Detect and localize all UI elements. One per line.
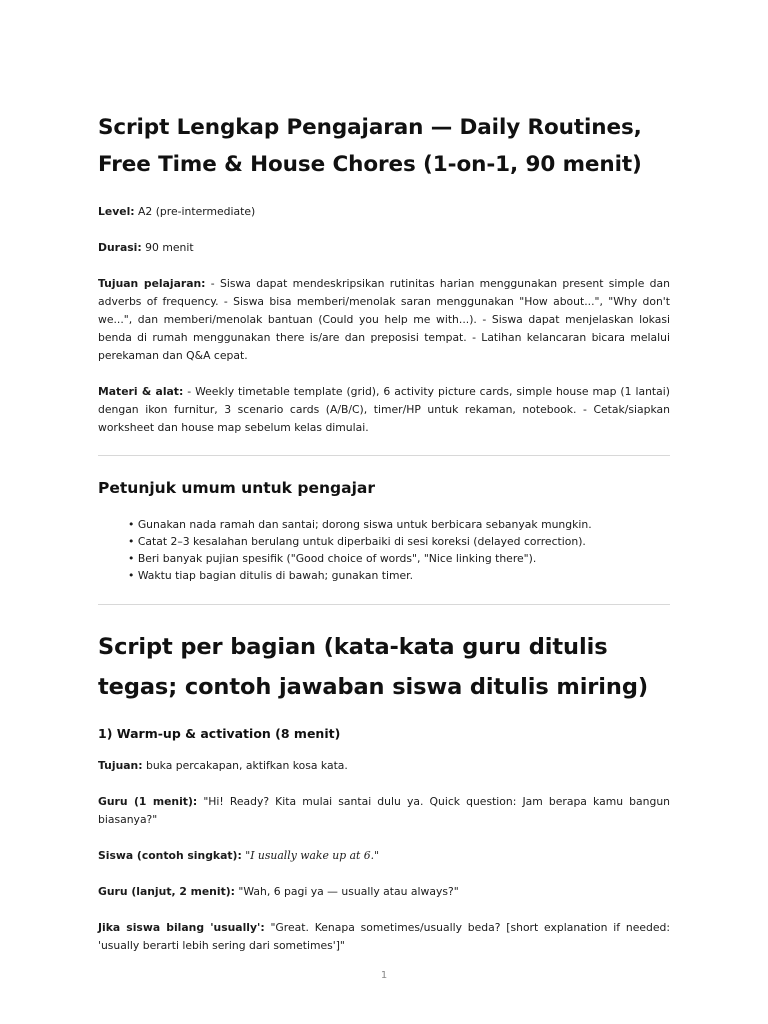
student-line-1 (98, 847, 670, 865)
list-item: • Beri banyak pujian spesifik ("Good choice of words", "Nice linking there"). (128, 550, 670, 567)
page-number: 1 (380, 970, 388, 981)
level-label: Level: (98, 205, 135, 218)
divider (98, 604, 670, 605)
materials-paragraph (98, 383, 670, 437)
list-item: • Catat 2–3 kesalahan berulang untuk diperbaiki di sesi koreksi (delayed correction). (128, 533, 670, 550)
materials-value: - Weekly timetable template (grid), 6 activity picture cards, simple house map (1 lantai) dengan ikon furnitur, 3 scenario cards (A/B/C), timer/HP untuk rekaman, notebook. - Cetak/siapkan worksheet dan house map sebelum kelas dimulai. (98, 385, 670, 434)
part1-heading: 1) Warm-up & activation (8 menit) (98, 726, 341, 741)
level-value: A2 (pre-intermediate) (134, 205, 256, 218)
goal-value: buka percakapan, aktifkan kosa kata. (142, 759, 348, 772)
duration-label: Durasi: (98, 241, 142, 254)
duration-paragraph (98, 239, 670, 257)
list-item: • Waktu tiap bagian ditulis di bawah; gunakan timer. (128, 567, 670, 584)
if-usually-line (98, 919, 670, 955)
materials-label: Materi & alat: (98, 385, 184, 398)
if-usually-text: "Great. Kenapa sometimes/usually beda? [short explanation if needed: 'usually berarti lebih sering dari sometimes']" (98, 921, 670, 952)
document-title: Script Lengkap Pengajaran — Daily Routines, Free Time & House Chores (1-on-1, 90 menit) (98, 115, 642, 177)
teacher-1-label: Guru (1 menit): (98, 795, 198, 808)
duration-value: 90 menit (141, 241, 194, 254)
teacher-line-2 (98, 883, 670, 901)
teacher-2-text: "Wah, 6 pagi ya — usually atau always?" (234, 885, 459, 898)
level-paragraph (98, 203, 670, 221)
student-1-label: Siswa (contoh singkat): (98, 849, 242, 862)
teacher-2-label: Guru (lanjut, 2 menit): (98, 885, 235, 898)
script-section-heading: Script per bagian (kata-kata guru ditulis tegas; contoh jawaban siswa ditulis miring) (98, 634, 649, 700)
goal-label: Tujuan: (98, 759, 143, 772)
objectives-paragraph (98, 275, 670, 365)
objectives-value: - Siswa dapat mendeskripsikan rutinitas harian menggunakan present simple dan adverbs of frequency. - Siswa bisa memberi/menolak saran menggunakan "How about...", "Why don't we...", dan memberi/menolak bantuan (Could you help me with...). - Siswa dapat menjelaskan lokasi benda di rumah menggunakan there is/are dan preposisi tempat. - Latihan kelancaran bicara melalui perekaman dan Q&A cepat. (98, 277, 670, 362)
if-usually-label: Jika siswa bilang 'usually': (98, 921, 265, 934)
document-page (98, 109, 670, 973)
objectives-label: Tujuan pelajaran: (98, 277, 206, 290)
divider (98, 455, 670, 456)
goal-paragraph (98, 757, 670, 775)
student-1-text: "I usually wake up at 6." (245, 849, 380, 862)
guidelines-list (98, 516, 670, 584)
list-item: • Gunakan nada ramah dan santai; dorong siswa untuk berbicara sebanyak mungkin. (128, 516, 670, 533)
guidelines-heading: Petunjuk umum untuk pengajar (98, 479, 376, 497)
teacher-line-1 (98, 793, 670, 829)
teacher-1-text: "Hi! Ready? Kita mulai santai dulu ya. Quick question: Jam berapa kamu bangun biasanya?" (98, 795, 670, 826)
